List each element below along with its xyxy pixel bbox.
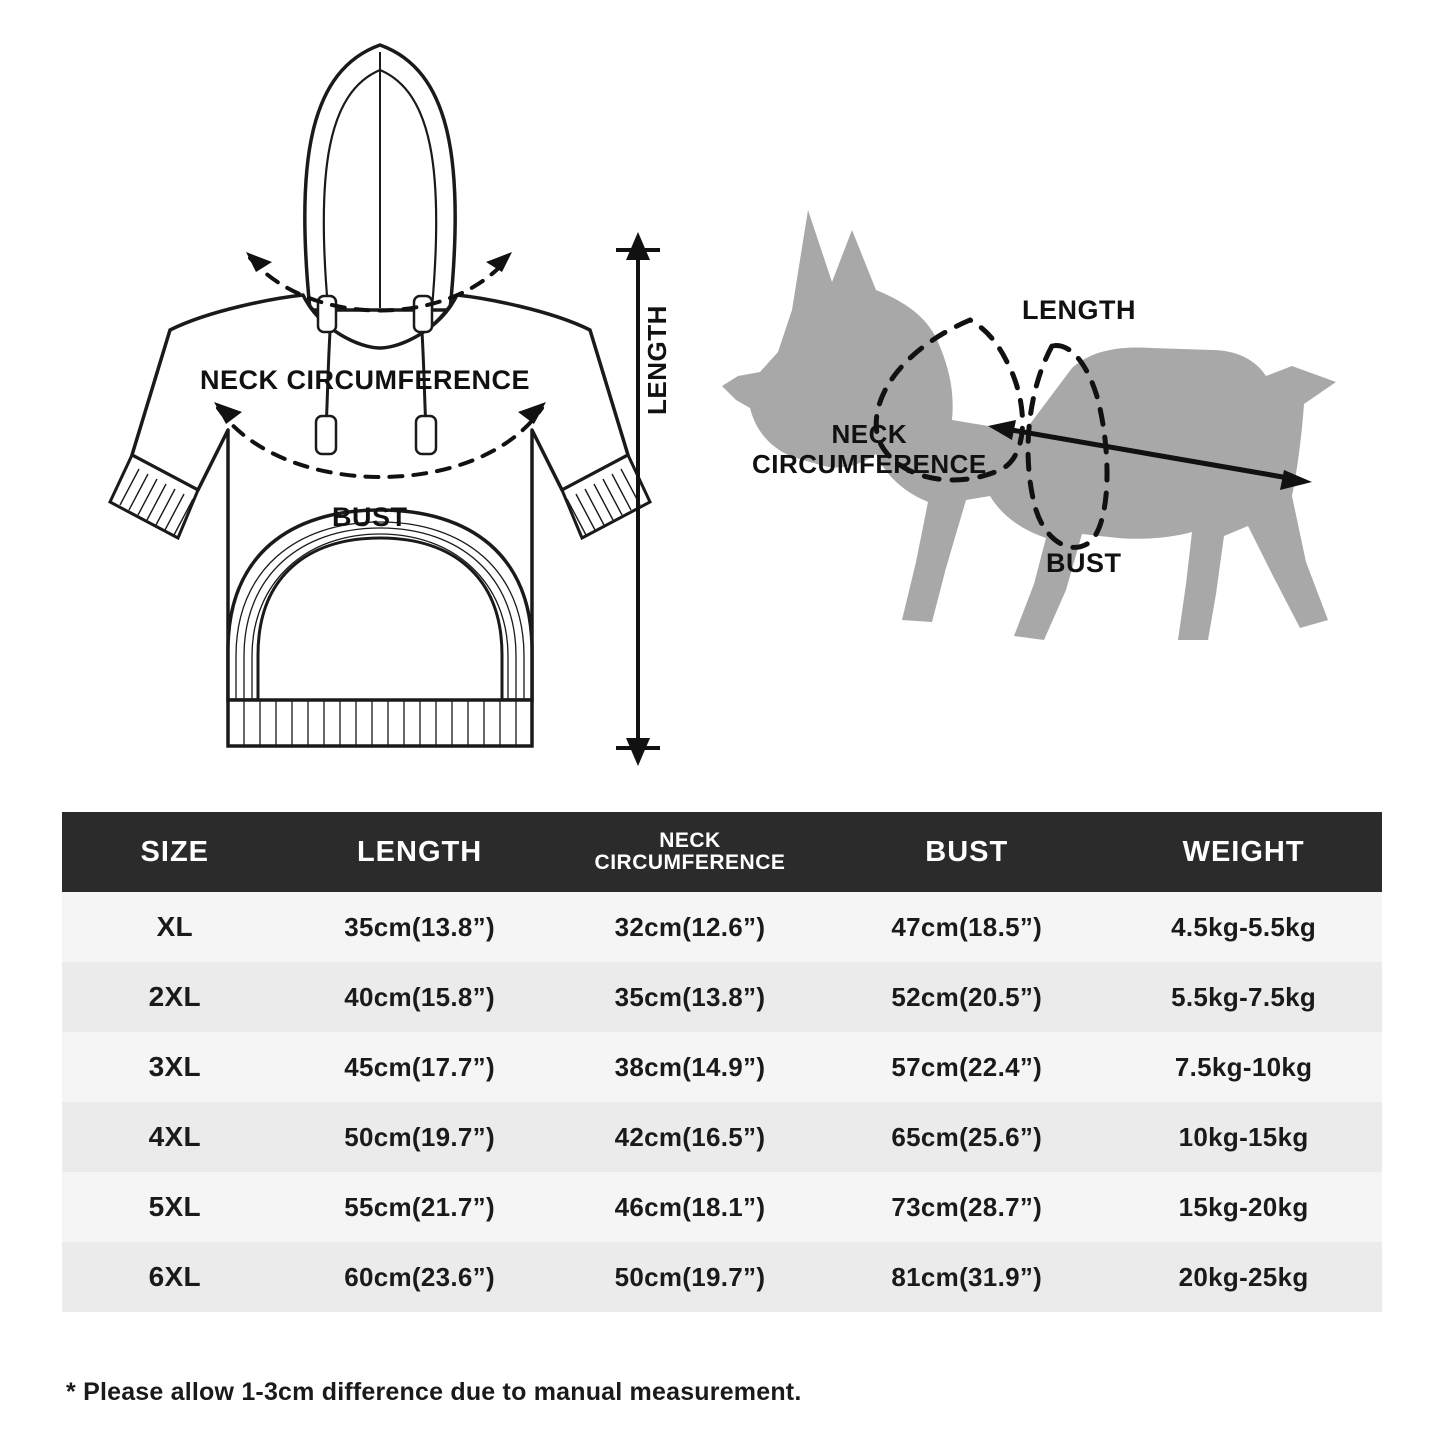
cell-size: 6XL — [62, 1242, 288, 1312]
cell-bust: 57cm(22.4”) — [828, 1032, 1105, 1102]
dog-length-label: LENGTH — [1022, 295, 1136, 325]
size-table — [62, 812, 1382, 1312]
cell-neck: 50cm(19.7”) — [552, 1242, 829, 1312]
table-row — [62, 962, 1382, 1032]
cell-length: 50cm(19.7”) — [288, 1102, 552, 1172]
header-bust: BUST — [828, 812, 1105, 892]
table-row — [62, 1172, 1382, 1242]
header-neck-circumference — [552, 812, 829, 892]
header-size: SIZE — [62, 812, 288, 892]
table-row — [62, 1102, 1382, 1172]
header-length: LENGTH — [288, 812, 552, 892]
cell-size: 4XL — [62, 1102, 288, 1172]
size-table-head — [62, 812, 1382, 892]
dog-neck-label-line2: CIRCUMFERENCE — [752, 448, 987, 479]
cell-weight: 20kg-25kg — [1105, 1242, 1382, 1312]
table-row — [62, 1242, 1382, 1312]
table-header-row — [62, 812, 1382, 892]
cell-bust: 65cm(25.6”) — [828, 1102, 1105, 1172]
cell-size: 5XL — [62, 1172, 288, 1242]
dog-neck-label-line1: NECK — [831, 419, 908, 449]
cell-bust: 52cm(20.5”) — [828, 962, 1105, 1032]
measurement-footnote: * Please allow 1-3cm difference due to manual measurement. — [66, 1378, 802, 1406]
size-table-body — [62, 892, 1382, 1312]
cell-length: 45cm(17.7”) — [288, 1032, 552, 1102]
header-weight: WEIGHT — [1105, 812, 1382, 892]
cell-weight: 7.5kg-10kg — [1105, 1032, 1382, 1102]
hoodie-bust-label: BUST — [332, 502, 408, 532]
hoodie-svg — [60, 10, 700, 790]
hoodie-diagram — [60, 10, 700, 790]
cell-bust: 81cm(31.9”) — [828, 1242, 1105, 1312]
cell-neck: 32cm(12.6”) — [552, 892, 829, 962]
cell-neck: 46cm(18.1”) — [552, 1172, 829, 1242]
cell-length: 35cm(13.8”) — [288, 892, 552, 962]
cell-neck: 35cm(13.8”) — [552, 962, 829, 1032]
cell-length: 40cm(15.8”) — [288, 962, 552, 1032]
cell-weight: 5.5kg-7.5kg — [1105, 962, 1382, 1032]
table-row — [62, 892, 1382, 962]
cell-weight: 15kg-20kg — [1105, 1172, 1382, 1242]
header-neck-line1: NECK — [659, 829, 721, 852]
cell-size: 2XL — [62, 962, 288, 1032]
dog-bust-label: BUST — [1046, 548, 1122, 578]
cell-weight: 4.5kg-5.5kg — [1105, 892, 1382, 962]
cell-size: XL — [62, 892, 288, 962]
cell-neck: 38cm(14.9”) — [552, 1032, 829, 1102]
cell-length: 60cm(23.6”) — [288, 1242, 552, 1312]
hoodie-neck-label: NECK CIRCUMFERENCE — [200, 365, 531, 395]
cell-bust: 47cm(18.5”) — [828, 892, 1105, 962]
dog-neck-label — [752, 420, 987, 480]
table-row — [62, 1032, 1382, 1102]
cell-neck: 42cm(16.5”) — [552, 1102, 829, 1172]
cell-weight: 10kg-15kg — [1105, 1102, 1382, 1172]
cell-bust: 73cm(28.7”) — [828, 1172, 1105, 1242]
cell-length: 55cm(21.7”) — [288, 1172, 552, 1242]
cell-size: 3XL — [62, 1032, 288, 1102]
header-neck-line2: CIRCUMFERENCE — [594, 851, 786, 875]
hoodie-length-label: LENGTH — [642, 305, 672, 415]
